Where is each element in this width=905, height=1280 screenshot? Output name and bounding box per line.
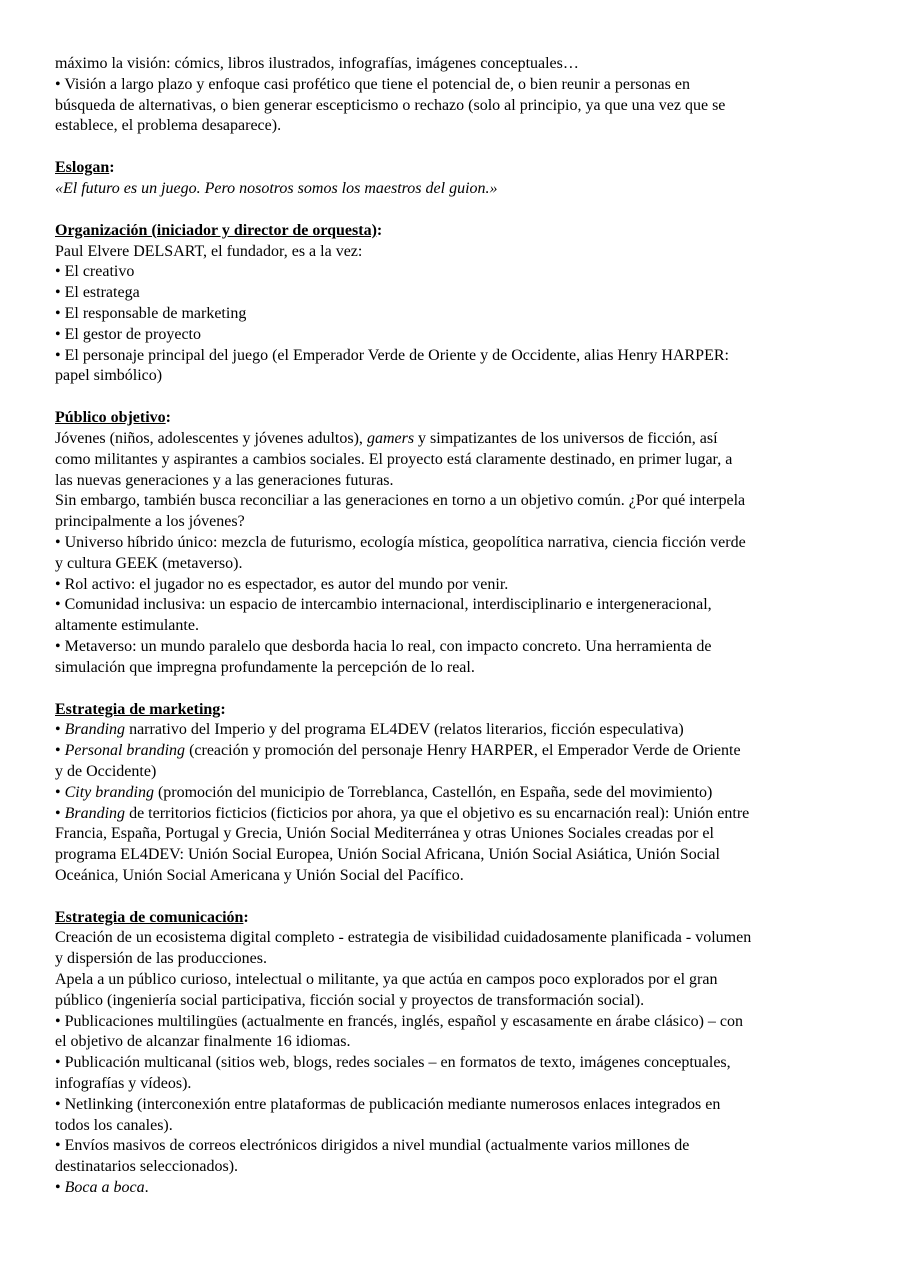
section-heading-marketing: Estrategia de marketing: — [55, 700, 226, 718]
text-line: Jóvenes (niños, adolescentes y jóvenes adultos), gamers y simpatizantes de los universos de ficción, así — [55, 429, 718, 447]
text-line: máximo la visión: cómics, libros ilustrados, infografías, imágenes conceptuales… — [55, 55, 579, 72]
text-line: Francia, España, Portugal y Grecia, Unión Social Mediterránea y otras Uniones Sociales creadas por el — [55, 825, 714, 843]
paragraph-gap — [55, 887, 855, 908]
list-item: • Publicación multicanal (sitios web, blogs, redes sociales – en formatos de texto, imágenes conceptuales, — [55, 1054, 731, 1072]
list-item: • Branding de territorios ficticios (ficticios por ahora, ya que el objetivo es su encarnación real): Unión entre — [55, 804, 750, 822]
text-line: y dispersión de las producciones. — [55, 950, 267, 968]
paragraph-gap — [55, 387, 855, 408]
list-item: • El responsable de marketing — [55, 304, 247, 322]
text-line: todos los canales). — [55, 1116, 173, 1134]
marketing-section — [55, 700, 855, 887]
section-heading-audience: Público objetivo: — [55, 409, 171, 427]
list-item: • City branding (promoción del municipio de Torreblanca, Castellón, en España, sede del movimiento) — [55, 783, 713, 801]
list-item: • El estratega — [55, 284, 140, 302]
text-line: público (ingeniería social participativa, ficción social y proyectos de transformación social). — [55, 991, 645, 1009]
text-line: búsqueda de alternativas, o bien generar escepticismo o rechazo (solo al principio, ya que una vez que se — [55, 96, 726, 114]
list-item: • Publicaciones multilingües (actualmente en francés, inglés, español y escasamente en árabe clásico) – con — [55, 1012, 744, 1030]
text-line: y cultura GEEK (metaverso). — [55, 554, 243, 572]
text-line: Sin embargo, también busca reconciliar a las generaciones en torno a un objetivo común. ¿Por qué interpela — [55, 492, 746, 510]
list-item: • Metaverso: un mundo paralelo que desborda hacia lo real, con impacto concreto. Una herramienta de — [55, 637, 712, 655]
text-line: programa EL4DEV: Unión Social Europea, Unión Social Africana, Unión Social Asiática, Unión Social — [55, 846, 720, 864]
text-line: infografías y vídeos). — [55, 1075, 192, 1093]
list-item: • Comunidad inclusiva: un espacio de intercambio internacional, interdisciplinario e intergeneracional, — [55, 596, 712, 614]
intro-section — [55, 54, 855, 137]
audience-section — [55, 408, 855, 678]
list-item: • Envíos masivos de correos electrónicos dirigidos a nivel mundial (actualmente varios millones de — [55, 1137, 690, 1155]
slogan-section — [55, 158, 855, 200]
text-line: Creación de un ecosistema digital completo - estrategia de visibilidad cuidadosamente planificada - volumen — [55, 929, 752, 947]
text-line: papel simbólico) — [55, 367, 163, 385]
text-line: como militantes y aspirantes a cambios sociales. El proyecto está claramente destinado, en primer lugar, a — [55, 450, 733, 468]
list-item: • Boca a boca. — [55, 1179, 149, 1197]
list-item: • Universo híbrido único: mezcla de futurismo, ecología mística, geopolítica narrativa, ciencia ficción verde — [55, 533, 746, 551]
text-line: principalmente a los jóvenes? — [55, 513, 245, 531]
list-item: • Netlinking (interconexión entre plataformas de publicación mediante numerosos enlaces integrados en — [55, 1095, 721, 1113]
text-line: Apela a un público curioso, intelectual o militante, ya que actúa en campos poco explorados por el gran — [55, 971, 718, 989]
list-item: • El personaje principal del juego (el Emperador Verde de Oriente y de Occidente, alias Henry HARPER: — [55, 346, 729, 364]
organization-section — [55, 221, 855, 387]
list-item: • Rol activo: el jugador no es espectador, es autor del mundo por venir. — [55, 575, 509, 593]
list-item: • El creativo — [55, 263, 135, 281]
text-line: Paul Elvere DELSART, el fundador, es a la vez: — [55, 242, 363, 260]
section-heading-communication: Estrategia de comunicación: — [55, 908, 249, 926]
section-heading-slogan: Eslogan: — [55, 159, 115, 177]
communication-section — [55, 908, 855, 1199]
text-line: las nuevas generaciones y a las generaciones futuras. — [55, 471, 394, 489]
text-line: Oceánica, Unión Social Americana y Unión Social del Pacífico. — [55, 866, 464, 884]
paragraph-gap — [55, 679, 855, 700]
section-heading-organization: Organización (iniciador y director de orquesta): — [55, 221, 383, 239]
list-item: • Branding narrativo del Imperio y del programa EL4DEV (relatos literarios, ficción especulativa) — [55, 721, 684, 739]
list-item: • El gestor de proyecto — [55, 325, 201, 343]
text-line: destinatarios seleccionados). — [55, 1158, 239, 1176]
text-line: simulación que impregna profundamente la percepción de lo real. — [55, 658, 475, 676]
text-line: el objetivo de alcanzar finalmente 16 idiomas. — [55, 1033, 351, 1051]
list-item: • Personal branding (creación y promoción del personaje Henry HARPER, el Emperador Verde de Oriente — [55, 742, 741, 760]
text-line: y de Occidente) — [55, 762, 157, 780]
slogan-text: «El futuro es un juego. Pero nosotros somos los maestros del guion.» — [55, 179, 498, 197]
text-line: establece, el problema desaparece). — [55, 117, 282, 135]
text-line: • Visión a largo plazo y enfoque casi profético que tiene el potencial de, o bien reunir a personas en — [55, 75, 690, 93]
document-page — [55, 54, 855, 1199]
paragraph-gap — [55, 137, 855, 158]
text-line: altamente estimulante. — [55, 617, 199, 635]
paragraph-gap — [55, 200, 855, 221]
